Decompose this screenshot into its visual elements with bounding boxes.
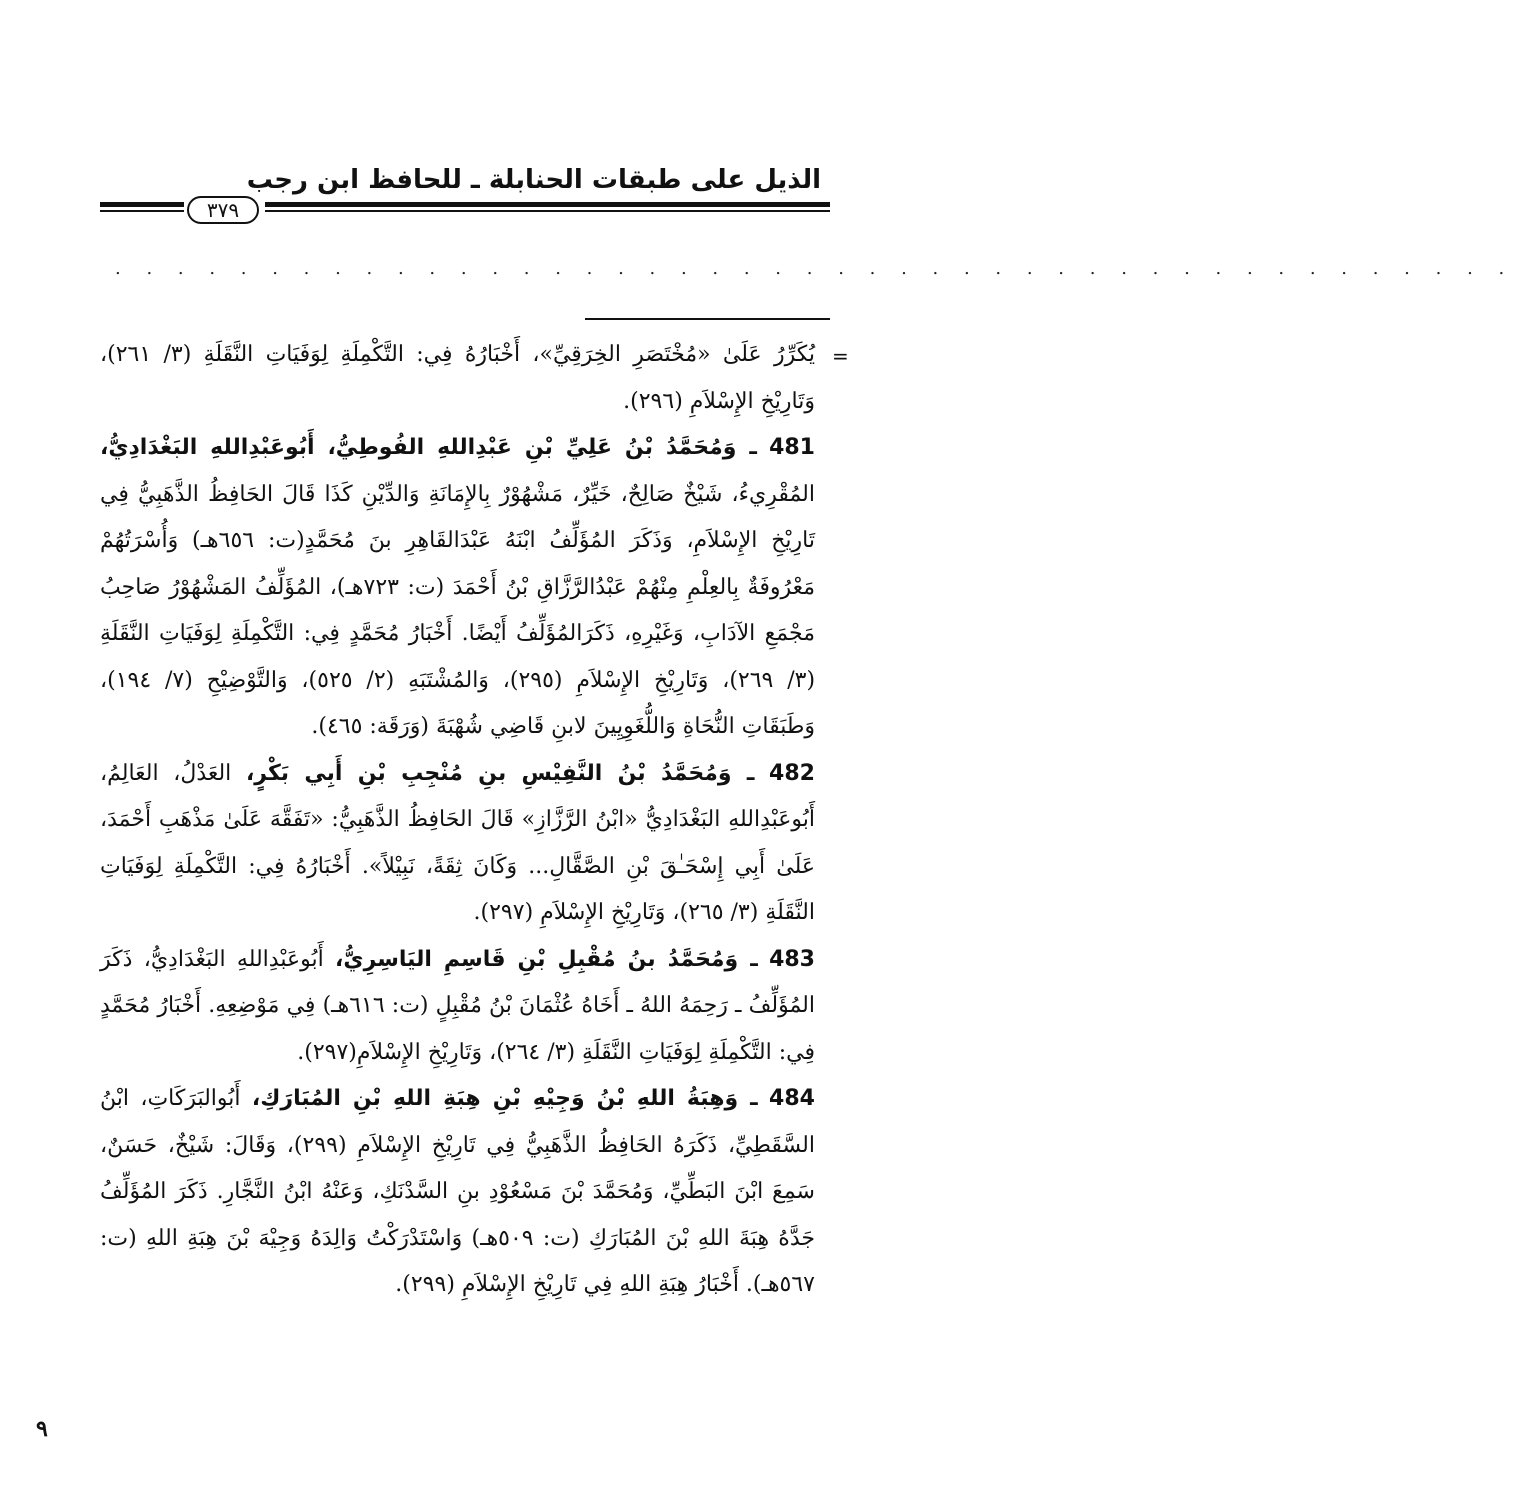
entry-text: العَدْلُ، العَالِمُ، أَبُوعَبْدِاللهِ البَغْدَادِيُّ «ابْنُ الرَّزَّازِ» قَالَ الحَافِظُ الذَّهَبِيُّ: «تَفَقَّهَ عَلَىٰ مَذْهَبِ أَحْمَدَ، عَلَىٰ أَبِي إِسْحَـٰقَ بْنِ الصَّقَّالِ... وَكَانَ ثِقَةً، نَبِيْلاً». أَخْبَارُهُ فِي: التَّكْمِلَةِ لِوَفَيَاتِ النَّقَلَةِ (٣/ ٢٦٥)، وَتَارِيْخِ الإِسْلاَمِ (٢٩٧).	[100, 760, 815, 925]
page-number: ٣٧٩	[187, 196, 259, 224]
entry-heading: ـ وَمُحَمَّدُ بْنُ النَّفِيْسِ بنِ مُنْجِبِ بْنِ أَبِي بَكْرٍ،	[245, 760, 755, 786]
dotted-separator: . . . . . . . . . . . . . . . . . . . . . . . . . . . . . . . . . . . . . . . . . . . . .	[115, 258, 1514, 279]
corner-mark: ٩	[36, 1416, 48, 1442]
entry-481	[100, 425, 815, 751]
entry-483	[100, 937, 815, 1077]
header-rule-right-thin	[265, 210, 830, 212]
footnote-separator-line	[585, 318, 830, 320]
entry-heading: ـ وَهِبَةُ اللهِ بْنُ وَجِيْهِ بْنِ هِبَةِ اللهِ بْنِ المُبَارَكِ،	[251, 1086, 758, 1111]
entry-number: 484	[769, 1086, 815, 1111]
entry-482	[100, 751, 815, 937]
entry-heading: ـ وَمُحَمَّدُ بنُ مُقْبِلِ بْنِ قَاسِمِ اليَاسِرِيُّ،	[335, 946, 758, 972]
header-rule-right-thick	[265, 202, 830, 207]
entry-number: 481	[769, 435, 815, 460]
entry-number: 483	[769, 946, 815, 972]
entry-text: أَبُوعَبْدِاللهِ البَغْدَادِيُّ، ذَكَرَ المُؤَلِّفُ ـ رَحِمَهُ اللهُ ـ أَخَاهُ عُثْمَانَ بْنُ مُقْبِلٍ (ت: ٦١٦هـ) فِي مَوْضِعِهِ. أَخْبَارُ مُحَمَّدٍ فِي: التَّكْمِلَةِ لِوَفَيَاتِ النَّقَلَةِ (٣/ ٢٦٤)، وَتَارِيْخِ الإِسْلاَمِ(٢٩٧).	[100, 946, 815, 1065]
continuation-mark: =	[832, 344, 849, 368]
header-rule-left-thin	[100, 210, 184, 212]
footnote-body	[100, 332, 815, 1309]
continuation-paragraph: يُكَرِّرُ عَلَىٰ «مُخْتَصَرِ الخِرَقِيِّ»، أَخْبَارُهُ فِي: التَّكْمِلَةِ لِوَفَيَاتِ النَّقَلَةِ (٣/ ٢٦١)، وَتَارِيْخِ الإِسْلاَمِ (٢٩٦).	[100, 342, 815, 414]
entry-484	[100, 1076, 815, 1309]
entry-text: المُقْرِيءُ، شَيْخٌ صَالِحٌ، خَيِّرٌ، مَشْهُوْرٌ بِالإِمَانَةِ وَالدِّيْنِ كَذَا قَالَ الحَافِظُ الذَّهَبِيُّ فِي تَارِيْخِ الإِسْلاَمِ، وَذَكَرَ المُؤَلِّفُ ابْنَهُ عَبْدَالقَاهِرِ بنَ مُحَمَّدٍ(ت: ٦٥٦هـ) وَأُسْرَتُهُمْ مَعْرُوفَةٌ بِالعِلْمِ مِنْهُمْ عَبْدُالرَّزَّاقِ بْنُ أَحْمَدَ (ت: ٧٢٣هـ)، المُؤَلِّفُ المَشْهُوْرُ صَاحِبُ مَجْمَعِ الآدَابِ، وَغَيْرِهِ، ذَكَرَالمُؤَلِّفُ أَيْضًا. أَخْبَارُ مُحَمَّدٍ فِي: التَّكْمِلَةِ لِوَفَيَاتِ النَّقَلَةِ (٣/ ٢٦٩)، وَتَارِيْخِ الإِسْلاَمِ (٢٩٥)، وَالمُشْتَبَهِ (٢/ ٥٢٥)، وَالتَّوْضِيْحِ (٧/ ١٩٤)، وَطَبَقَاتِ النُّحَاةِ وَاللُّغَوِيِينَ لابنِ قَاضِي شُهْبَةَ (وَرَقَة: ٤٦٥).	[100, 481, 816, 739]
entry-number: 482	[769, 760, 815, 786]
entry-heading: ـ وَمُحَمَّدُ بْنُ عَلِيِّ بْنِ عَبْدِاللهِ الفُوطِيُّ، أَبُوعَبْدِاللهِ البَغْدَادِيُّ،	[100, 435, 757, 460]
entry-text: أَبُوالبَرَكَاتِ، ابْنُ السَّقَطِيِّ، ذَكَرَهُ الحَافِظُ الذَّهَبِيُّ فِي تَارِيْخِ الإِسْلاَمِ (٢٩٩)، وَقَالَ: شَيْخٌ، حَسَنٌ، سَمِعَ ابْنَ البَطِّيِّ، وَمُحَمَّدَ بْنَ مَسْعُوْدِ بنِ السَّدْنَكِ، وَعَنْهُ ابْنُ النَّجَّارِ. ذَكَرَ المُؤَلِّفُ جَدَّهُ هِبَةَ اللهِ بْنَ المُبَارَكِ (ت: ٥٠٩هـ) وَاسْتَدْرَكْتُ وَالِدَهُ وَجِيْهَ بْنَ هِبَةِ اللهِ (ت: ٥٦٧هـ). أَخْبَارُ هِبَةِ اللهِ فِي تَارِيْخِ الإِسْلاَمِ (٢٩٩).	[100, 1086, 815, 1297]
running-header-title: الذيل على طبقات الحنابلة ـ للحافظ ابن رجب	[246, 165, 821, 195]
header-rule-left-thick	[100, 202, 184, 207]
